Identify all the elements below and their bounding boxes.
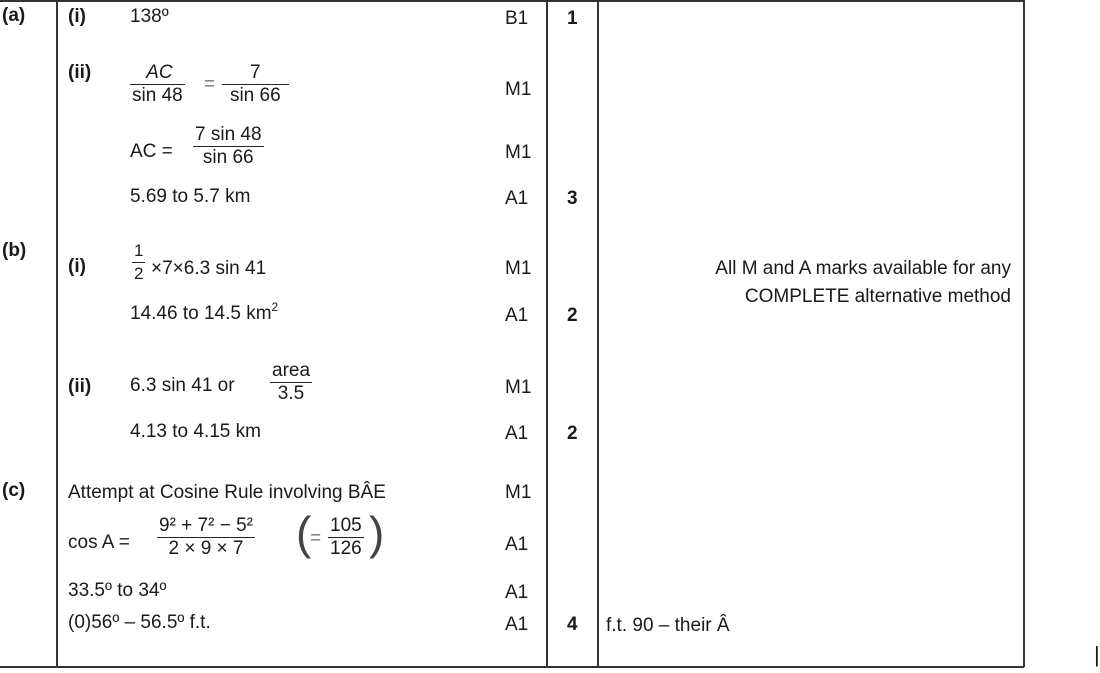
a-i-mark: B1 — [505, 8, 529, 29]
part-label-a: (a) — [2, 5, 26, 26]
b-ii-mark-2: A1 — [505, 423, 529, 444]
fraction-numerator: 1 — [132, 240, 145, 263]
c-mark-4: A1 — [505, 614, 529, 635]
c-fraction-105-over-126 — [328, 515, 364, 560]
fraction-denominator: sin 66 — [202, 147, 254, 168]
b-i-comment-line-2: COMPLETE alternative method — [744, 286, 1011, 307]
part-label-c: (c) — [2, 480, 26, 501]
b-ii-fraction-area-over-3-5 — [270, 360, 312, 405]
table-top-border — [0, 0, 1024, 2]
column-divider-part — [56, 0, 58, 667]
fraction-denominator: sin 48 — [132, 85, 183, 106]
b-i-result-exponent: 2 — [271, 300, 279, 314]
c-comment: f.t. 90 – their Â — [606, 615, 730, 636]
a-ii-fraction-7-over-sin66 — [222, 62, 289, 107]
column-divider-total — [597, 0, 599, 667]
a-ii-result: 5.69 to 5.7 km — [130, 186, 251, 207]
c-paren-equals: = — [310, 528, 322, 549]
b-i-comment-line-1: All M and A marks available for any — [715, 258, 1011, 279]
subpart-label-b-i: (i) — [68, 256, 86, 277]
b-i-result-text: 14.46 to 14.5 km — [130, 303, 272, 324]
c-paren-close: ) — [369, 507, 385, 559]
fraction-numerator: 7 sin 48 — [195, 124, 262, 145]
b-ii-expression: 6.3 sin 41 or — [130, 375, 235, 396]
b-i-mark-2: A1 — [505, 305, 529, 326]
fraction-denominator: 126 — [330, 538, 362, 559]
c-mark-2: A1 — [505, 534, 529, 555]
b-i-expression: ×7×6.3 sin 41 — [151, 258, 267, 279]
fraction-numerator: 7 — [222, 62, 289, 85]
fraction-denominator: sin 66 — [229, 85, 281, 106]
b-i-result — [130, 300, 279, 325]
a-ii-total: 3 — [567, 188, 578, 209]
b-i-mark-1: M1 — [505, 258, 532, 279]
a-i-answer: 138º — [130, 6, 169, 27]
fraction-denominator: 3.5 — [277, 383, 305, 404]
a-ii-mark-1: M1 — [505, 79, 532, 100]
a-ii-ac-prefix: AC = — [130, 141, 173, 162]
fraction-numerator: area — [272, 360, 311, 381]
c-cos-prefix: cos A = — [68, 532, 130, 553]
b-i-fraction-half — [132, 240, 145, 285]
edge-mark: | — [1094, 642, 1100, 667]
c-mark-1: M1 — [505, 482, 532, 503]
fraction-denominator: 2 × 9 × 7 — [168, 538, 244, 559]
table-bottom-border — [0, 666, 1024, 668]
subpart-label-a-ii: (ii) — [68, 62, 92, 83]
a-ii-equals: = — [204, 74, 216, 95]
subpart-label-b-ii: (ii) — [68, 376, 92, 397]
b-ii-mark-1: M1 — [505, 377, 532, 398]
table-right-border — [1023, 0, 1025, 667]
c-mark-3: A1 — [505, 582, 529, 603]
subpart-label-a-i: (i) — [68, 6, 86, 27]
b-ii-total: 2 — [567, 423, 578, 444]
column-divider-marks — [546, 0, 548, 667]
b-ii-result: 4.13 to 4.15 km — [130, 421, 261, 442]
c-result-1: 33.5º to 34º — [68, 580, 167, 601]
a-ii-mark-3: A1 — [505, 188, 529, 209]
a-ii-fraction-ac-over-sin48 — [130, 62, 185, 107]
a-ii-mark-2: M1 — [505, 142, 532, 163]
c-result-2: (0)56º – 56.5º f.t. — [68, 612, 211, 633]
part-label-b: (b) — [2, 240, 27, 261]
b-i-total: 2 — [567, 305, 578, 326]
fraction-numerator: AC — [130, 62, 184, 85]
c-paren-open: ( — [296, 507, 312, 559]
c-fraction-cosine-rule — [157, 515, 255, 560]
a-ii-fraction-7sin48-over-sin66 — [193, 124, 264, 169]
fraction-denominator: 2 — [134, 264, 144, 283]
fraction-numerator: 105 — [330, 515, 362, 536]
fraction-numerator: 9² + 7² − 5² — [159, 515, 253, 536]
c-total: 4 — [567, 614, 578, 635]
a-i-total: 1 — [567, 8, 578, 29]
c-attempt-text: Attempt at Cosine Rule involving BÂE — [68, 482, 386, 503]
